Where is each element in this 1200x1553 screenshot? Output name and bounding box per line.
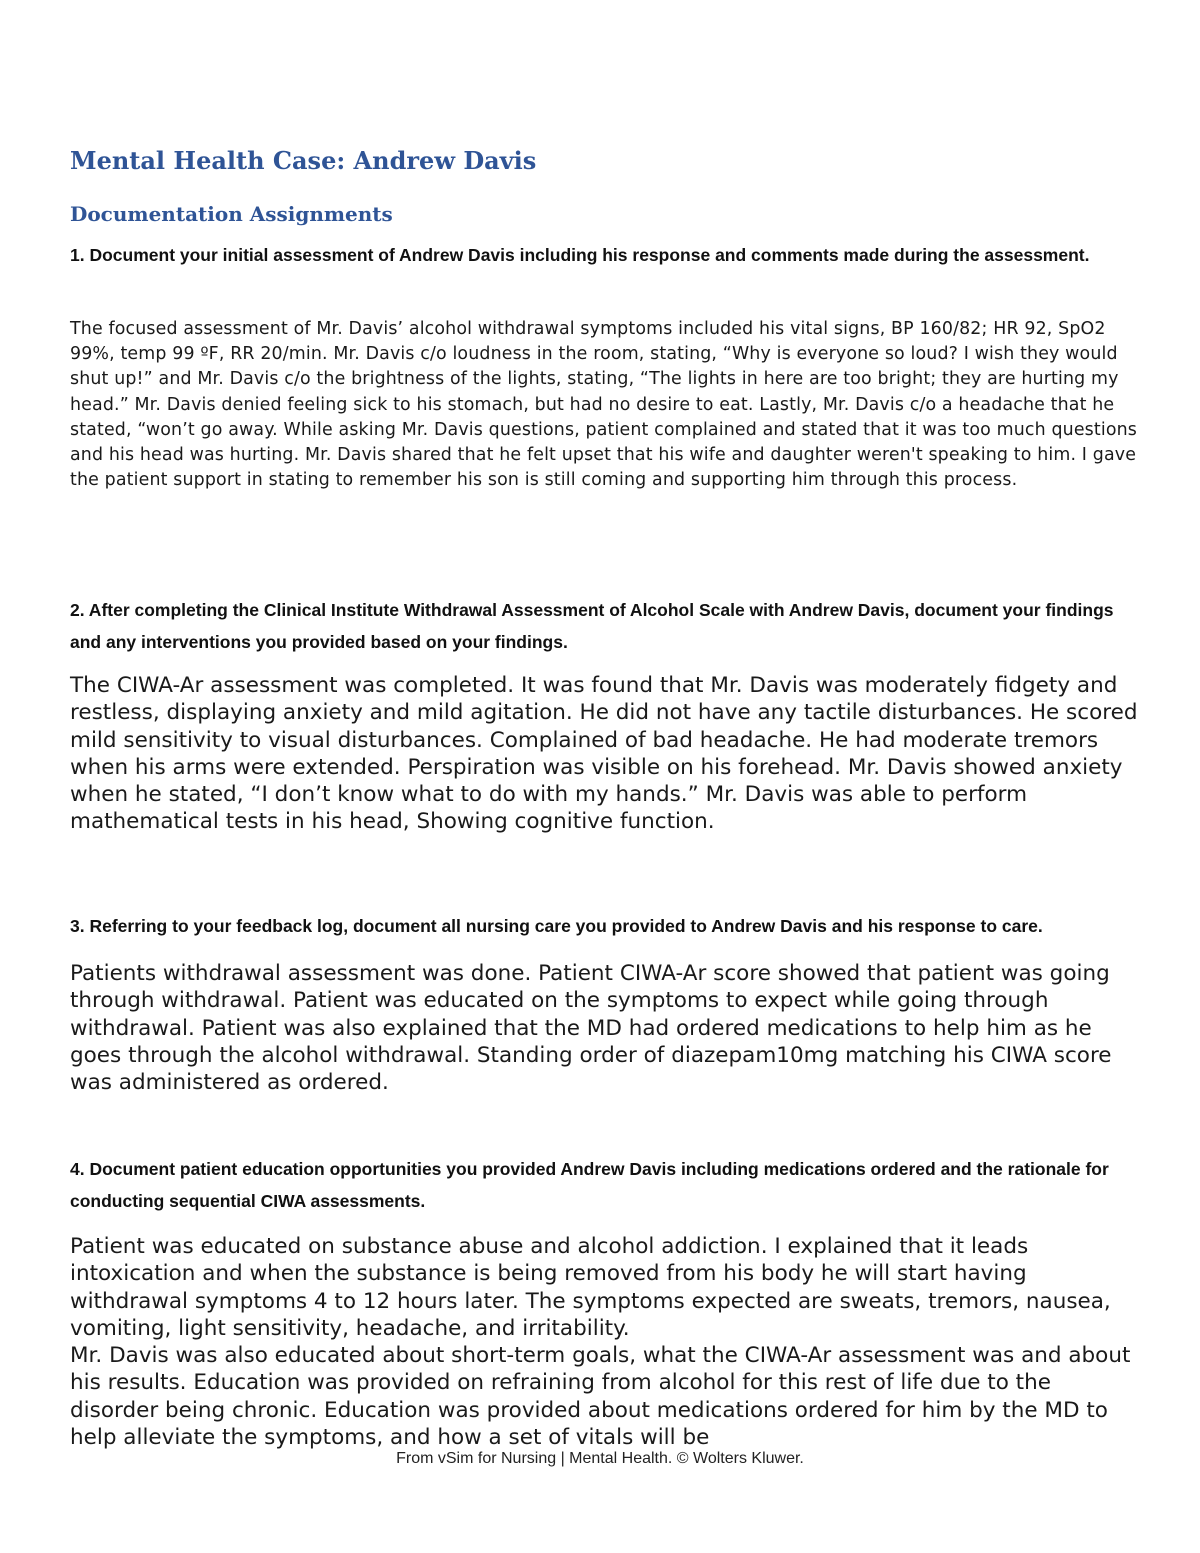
answer-3-paragraph: Patients withdrawal assessment was done. Patient CIWA-Ar score showed that patient was going through withdrawal. Patient was educated on the symptoms to expect while going through withdrawal. Patient was also explained that the MD had ordered medications to help him as he goes through the alcohol withdrawal. Standing order of diazepam10mg matching his CIWA score was administered as ordered. [70, 961, 1112, 1096]
section-heading: Documentation Assignments [70, 202, 393, 226]
question-1: 1. Document your initial assessment of Andrew Davis including his response and comments made during the assessment. [70, 245, 1090, 265]
question-2: 2. After completing the Clinical Institute Withdrawal Assessment of Alcohol Scale with Andrew Davis, document your findings and any interventions you provided based on your findings. [70, 600, 1114, 652]
page-footer: From vSim for Nursing | Mental Health. © Wolters Kluwer. [396, 1450, 804, 1467]
page-title: Mental Health Case: Andrew Davis [70, 146, 537, 175]
answer-3 [70, 960, 1140, 1096]
answer-4-paragraph-1: Patient was educated on substance abuse and alcohol addiction. I explained that it leads intoxication and when the substance is being removed from his body he will start having withdrawal symptoms 4 to 12 hours later. The symptoms expected are sweats, tremors, nausea, vomiting, light sensitivity, headache, and irritability. [70, 1234, 1111, 1341]
answer-4-paragraph-2: Mr. Davis was also educated about short-term goals, what the CIWA-Ar assessment was and about his results. Education was provided on refraining from alcohol for this rest of life due to the disorder being chronic. Education was provided about medications ordered for him by the MD to help alleviate the symptoms, and how a set of vitals will be [70, 1343, 1131, 1451]
answer-2 [70, 672, 1140, 836]
answer-1 [70, 317, 1140, 493]
answer-2-paragraph: The CIWA-Ar assessment was completed. It was found that Mr. Davis was moderately fidgety and restless, displaying anxiety and mild agitation. He did not have any tactile disturbances. He scored mild sensitivity to visual disturbances. Complained of bad headache. He had moderate tremors when his arms were extended. Perspiration was visible on his forehead. Mr. Davis showed anxiety when he stated, “I don’t know what to do with my hands.” Mr. Davis was able to perform mathematical tests in his head, Showing cognitive function. [70, 673, 1138, 835]
answer-4 [70, 1233, 1145, 1451]
question-3: 3. Referring to your feedback log, document all nursing care you provided to Andrew Davis and his response to care. [70, 916, 1043, 936]
answer-1-paragraph: The focused assessment of Mr. Davis’ alcohol withdrawal symptoms included his vital signs, BP 160/82; HR 92, SpO2 99%, temp 99 ºF, RR 20/min. Mr. Davis c/o loudness in the room, stating, “Why is everyone so loud? I wish they would shut up!” and Mr. Davis c/o the brightness of the lights, stating, “The lights in here are too bright; they are hurting my head.” Mr. Davis denied feeling sick to his stomach, but had no desire to eat. Lastly, Mr. Davis c/o a headache that he stated, “won’t go away. While asking Mr. Davis questions, patient complained and stated that it was too much questions and his head was hurting. Mr. Davis shared that he felt upset that his wife and daughter weren't speaking to him. I gave the patient support in stating to remember his son is still coming and supporting him through this process. [70, 319, 1138, 491]
question-4: 4. Document patient education opportunities you provided Andrew Davis including medications ordered and the rationale for conducting sequential CIWA assessments. [70, 1159, 1109, 1211]
